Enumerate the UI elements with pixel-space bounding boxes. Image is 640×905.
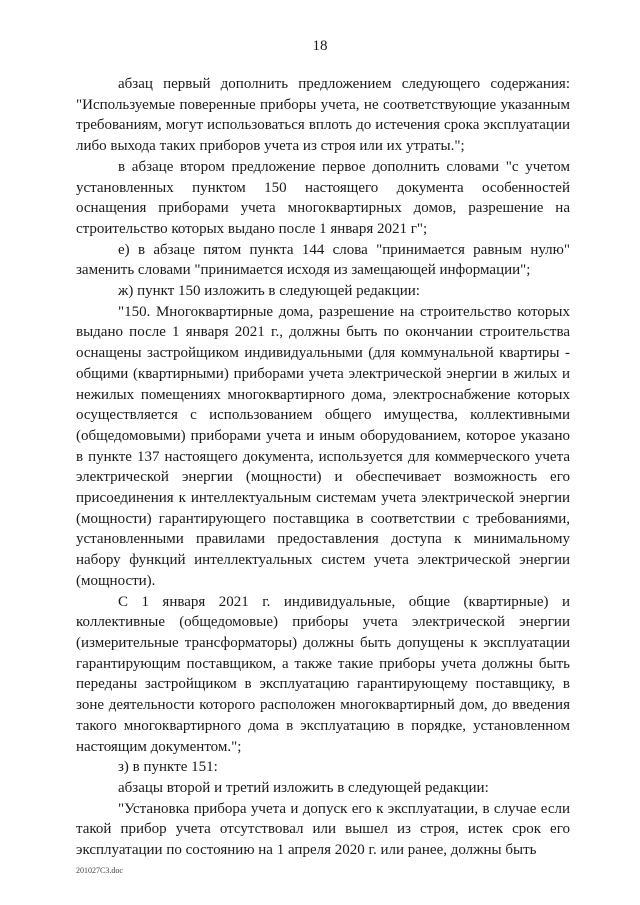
paragraph: абзац первый дополнить предложением следующего содержания: "Используемые поверенные приборы учета, не соответствующие указанным требованиям, могут использоваться вплоть до истечения срока эксплуатации либо выхода таких приборов учета из строя или их утраты."; (76, 76, 570, 155)
page-number: 18 (312, 38, 328, 54)
footer-filename: 201027C3.doc (76, 866, 123, 875)
paragraph: "150. Многоквартирные дома, разрешение на строительство которых выдано после 1 января 2021 г., должны быть по окончании строительства оснащены застройщиком индивидуальными (для коммунальной квартиры - общими (квартирными) приборами учета электрической энергии в жилых и нежилых помещениях многоквартирного дома, электроснабжение которых осуществляется с использованием общего имущества, коллективными (общедомовыми) приборами учета и иным оборудованием, которое указано в пункте 137 настоящего документа, используется для коммерческого учета электрической энергии (мощности) и обеспечивает возможность его присоединения к интеллектуальным системам учета электрической энергии (мощности) гарантирующего поставщика в соответствии с требованиями, установленными правилами предоставления доступа к минимальному набору функций интеллектуальных систем учета электрической энергии (мощности). (76, 303, 570, 589)
paragraph: в абзаце втором предложение первое дополнить словами "с учетом установленных пунктом 150 настоящего документа особенностей оснащения приборами учета многоквартирных домов, разрешение на строительство которых выдано после 1 января 2021 г"; (76, 158, 570, 237)
paragraph: е) в абзаце пятом пункта 144 слова "принимается равным нулю" заменить словами "принимается исходя из замещающей информации"; (76, 241, 570, 279)
paragraph: "Установка прибора учета и допуск его к эксплуатации, в случае если такой прибор учета отсутствовал или вышел из строя, истек срок его эксплуатации по состоянию на 1 апреля 2020 г. или ранее, должны быть (76, 800, 570, 859)
document-body (76, 74, 570, 861)
paragraph: ж) пункт 150 изложить в следующей редакции: (118, 283, 420, 300)
paragraph: з) в пункте 151: (118, 759, 218, 776)
paragraph: С 1 января 2021 г. индивидуальные, общие (квартирные) и коллективные (общедомовые) приборы учета электрической энергии (измерительные трансформаторы) должны быть допущены к эксплуатации гарантирующим поставщиком, а также такие приборы учета должны быть переданы застройщиком в эксплуатацию гарантирующему поставщику, в зоне деятельности которого расположен многоквартирный дом, до введения такого многоквартирного дома в эксплуатацию в порядке, установленном настоящим документом."; (76, 593, 570, 755)
paragraph: абзацы второй и третий изложить в следующей редакции: (118, 779, 489, 796)
